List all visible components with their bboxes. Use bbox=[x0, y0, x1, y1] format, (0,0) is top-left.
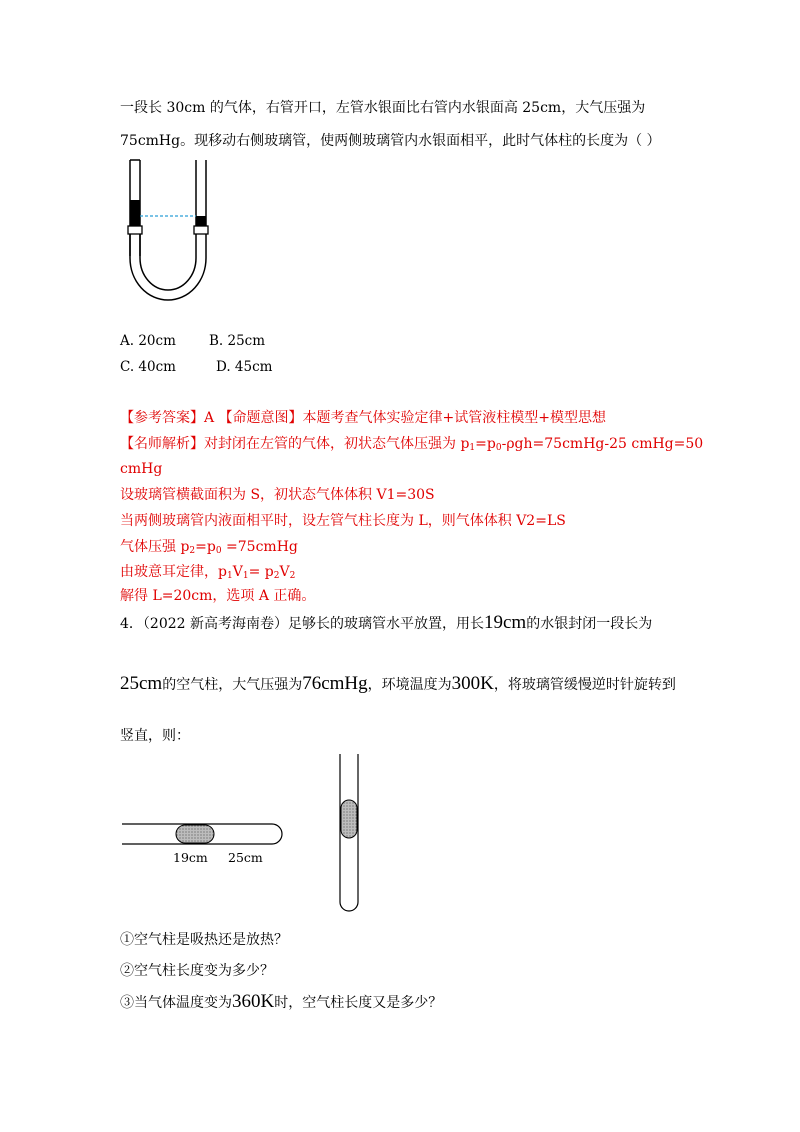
u-tube-figure bbox=[120, 158, 220, 308]
problem4-line2: 25cm的空气柱，大气压强为76cmHg，环境温度为300K，将玻璃管缓慢逆时针旋转到 bbox=[120, 673, 676, 694]
right-collar bbox=[194, 226, 208, 234]
vertical-mercury-column bbox=[341, 800, 357, 838]
option-c: C. 40cm bbox=[120, 359, 176, 375]
problem3-stem-line1: 一段长 30cm 的气体，右管开口，左管水银面比右管内水银面高 25cm，大气压强为 bbox=[120, 100, 646, 116]
horizontal-mercury-column bbox=[176, 825, 214, 843]
question-1: ①空气柱是吸热还是放热？ bbox=[120, 932, 288, 948]
label-air-length: 25cm bbox=[228, 850, 263, 865]
answer-line6: 气体压强 $p_2=p_0$ =75cmHg bbox=[120, 539, 298, 556]
answer-line2: 【名师解析】对封闭在左管的气体，初状态气体压强为 $p_1=p_0-\rho gh=75cmHg-25$ cmHg=50 bbox=[120, 436, 704, 453]
answer-line4: 设玻璃管横截面积为 S，初状态气体体积 V1=30S bbox=[120, 487, 435, 503]
left-collar bbox=[128, 226, 142, 234]
label-mercury-length: 19cm bbox=[173, 850, 208, 865]
answer-line7: 由玻意耳定律，$p_1V_1= p_2V_2$ bbox=[120, 564, 296, 581]
left-mercury-column bbox=[130, 200, 140, 226]
answer-line3: cmHg bbox=[120, 461, 163, 477]
answer-line1: 【参考答案】A 【命题意图】本题考查气体实验定律+试管液柱模型+模型思想 bbox=[120, 410, 607, 426]
answer-line5: 当两侧玻璃管内液面相平时，设左管气柱长度为 L，则气体体积 V2=LS bbox=[120, 513, 566, 529]
right-mercury-column bbox=[196, 216, 206, 226]
problem4-line3: 竖直，则： bbox=[120, 728, 190, 744]
problem3-stem-line2: 75cmHg。现移动右侧玻璃管，使两侧玻璃管内水银面相平，此时气体柱的长度为（ ） bbox=[120, 133, 661, 149]
answer-line8: 解得 L=20cm，选项 A 正确。 bbox=[120, 588, 316, 604]
horizontal-tube-figure bbox=[122, 819, 287, 849]
option-b: B. 25cm bbox=[209, 333, 266, 349]
problem4-line1: 4．（2022 新高考海南卷）足够长的玻璃管水平放置，用长19cm的水银封闭一段长为 bbox=[120, 612, 653, 633]
vertical-tube-figure bbox=[337, 754, 361, 914]
question-3: ③当气体温度变为360K时，空气柱长度又是多少？ bbox=[120, 991, 443, 1012]
option-d: D. 45cm bbox=[216, 359, 273, 375]
option-a: A. 20cm bbox=[120, 333, 176, 349]
question-2: ②空气柱长度变为多少？ bbox=[120, 963, 274, 979]
u-bend-inner bbox=[140, 234, 196, 290]
